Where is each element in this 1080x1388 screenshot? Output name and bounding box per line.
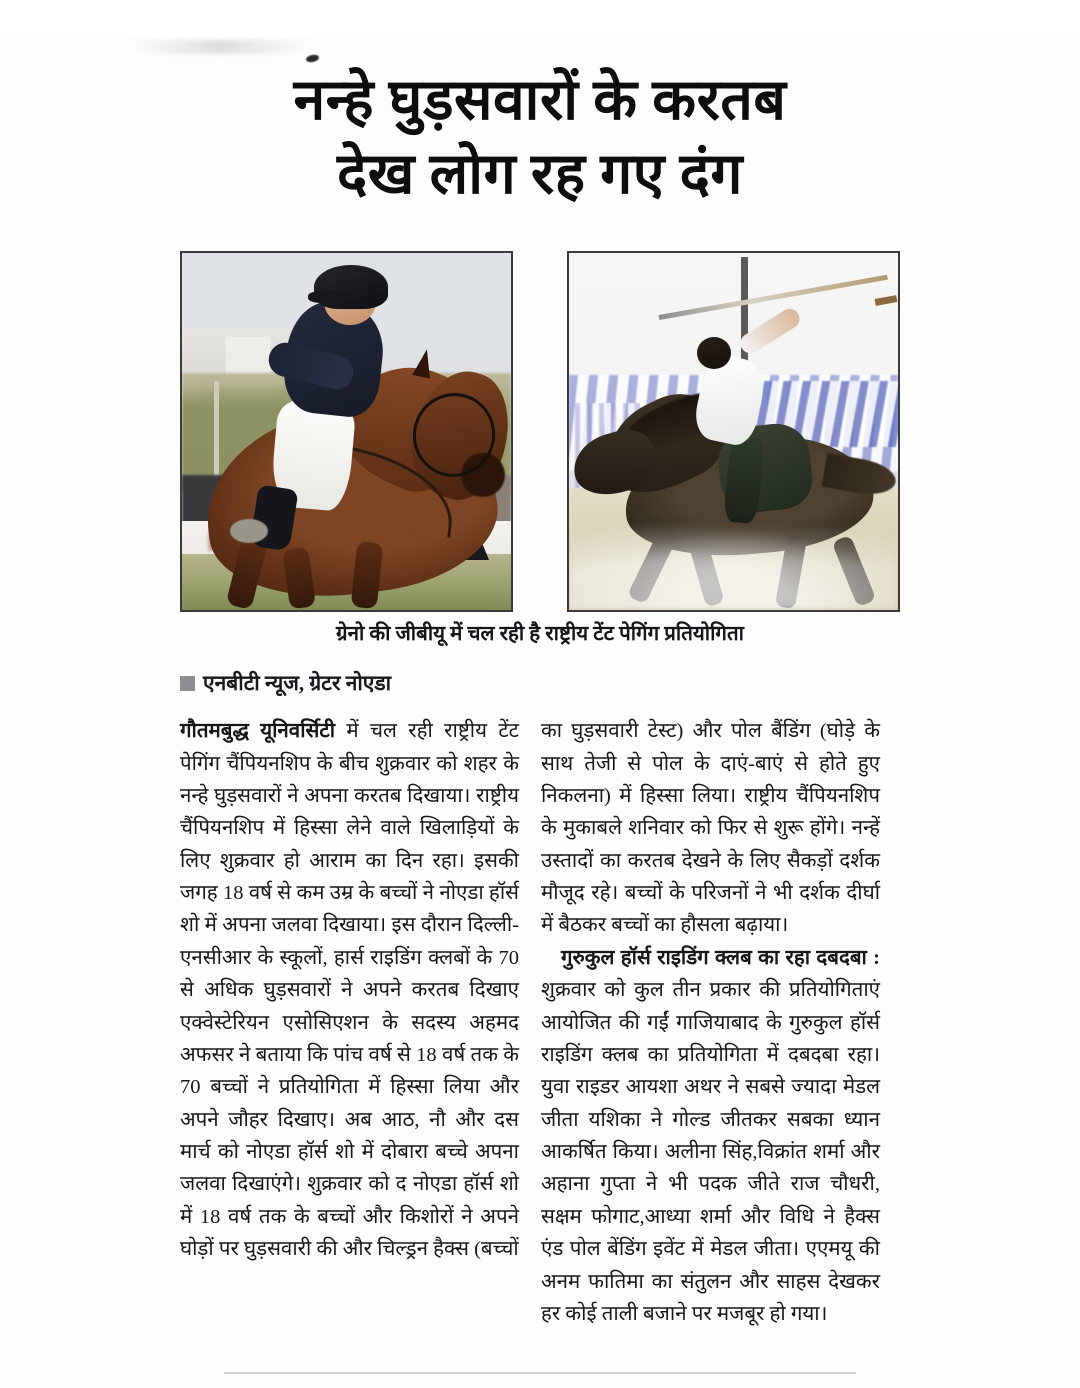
- square-bullet-icon: [180, 676, 195, 691]
- photo-dust-haze: [569, 524, 898, 610]
- photo-pole: [214, 381, 219, 489]
- rider-head: [697, 337, 731, 369]
- rider-stirrup: [230, 519, 268, 543]
- byline: [180, 669, 900, 697]
- article-body: [180, 715, 900, 1330]
- lead-bold-text: गौतमबुद्ध यूनिवर्सिटी: [180, 720, 336, 743]
- bottom-divider: [224, 1372, 856, 1374]
- article-column-left: [180, 715, 519, 1265]
- headline: [180, 38, 900, 212]
- rider-helmet: [314, 265, 388, 309]
- newspaper-clipping-page: [0, 38, 1080, 1388]
- article-subheading: गुरुकुल हॉर्स राइडिंग क्लब का रहा दबदबा :: [561, 946, 880, 969]
- headline-line-1: नन्हे घुड़सवारों के करतब: [293, 69, 787, 133]
- paragraph: का घुड़सवारी टेस्ट) और पोल बैंडिंग (घोड़े के साथ तेजी से पोल के दाएं-बाएं से होते हुए निकलना) में हिस्सा लिया। राष्ट्रीय चैंपियनशिप के मुकाबले शनिवार को फिर से शुरू होंगे। नन्हें उस्तादों का करतब देखने के लिए सैकड़ों दर्शक मौजूद रहे। बच्चों के परिजनों ने भी दर्शक दीर्घा में बैठकर बच्चों का हौसला बढ़ाया।: [541, 720, 880, 937]
- headline-line-2: देख लोग रह गए दंग: [337, 143, 743, 207]
- paragraph: [541, 942, 880, 1331]
- photo-caption: ग्रेनो की जीबीयू में चल रही है राष्ट्रीय टेंट पेगिंग प्रतियोगिता: [336, 622, 744, 645]
- byline-text: एनबीटी न्यूज, ग्रेटर नोएडा: [203, 671, 392, 696]
- photo-row: [180, 251, 900, 612]
- article-column-right: [541, 715, 880, 1330]
- paragraph-text: में चल रही राष्ट्रीय टेंट पेगिंग चैंपियनशिप के बीच शुक्रवार को शहर के नन्हे घुड़सवारों ने अपना करतब दिखाया। राष्ट्रीय चैंपियनशिप में हिस्सा लेने वाले खिलाड़ियों के लिए शुक्रवार हो आराम का दिन रहा। इसकी जगह 18 वर्ष से कम उम्र के बच्चों ने नोएडा हॉर्स शो में अपना जलवा दिखाया। इस दौरान दिल्ली-एनसीआर के स्कूलों, हार्स राइडिंग क्लबों के 70 से अधिक घुड़सवारों ने अपने करतब दिखाए एक्वेस्टेरियन एसोसिएशन के सदस्य अहमद अफसर ने बताया कि पांच वर्ष से 18 वर्ष तक के 70 बच्चों ने प्रतियोगिता में हिस्सा लिया और अपने जौहर दिखाए। अब आठ, नौ और दस मार्च को नोएडा हॉर्स शो में दोबारा बच्चे अपना जलवा दिखाएंगे। शुक्रवार को द नोएडा हॉर्स शो में 18 वर्ष तक के बच्चों और किशोरों ने अपने घोड़ों पर घुड़सवारी की और चिल्ड्रन हैक्स (बच्चों: [180, 720, 519, 1261]
- paragraph: [180, 715, 519, 1265]
- paragraph-text: शुक्रवार को कुल तीन प्रकार की प्रतियोगिताएं आयोजित की गईं गाजियाबाद के गुरुकुल हॉर्स राइडिंग क्लब का प्रतियोगिता में दबदबा रहा। युवा राइडर आयशा अथर ने सबसे ज्यादा मेडल जीता यशिका ने गोल्ड जीतकर सबका ध्यान आकर्षित किया। अलीना सिंह,विक्रांत शर्मा और अहाना गुप्ता ने भी पदक जीते राज चौधरी, सक्षम फोगाट,आध्या शर्मा और विधि ने हैक्स एंड पोल बेंडिंग इवेंट में मेडल जीता। एएमयू की अनम फातिमा का संतुलन और साहस देखकर हर कोई ताली बजाने पर मजबूर हो गया।: [541, 979, 880, 1325]
- photo-tent-pegging-lancer: [567, 251, 900, 612]
- photo-rider-on-bay-horse: [180, 251, 513, 612]
